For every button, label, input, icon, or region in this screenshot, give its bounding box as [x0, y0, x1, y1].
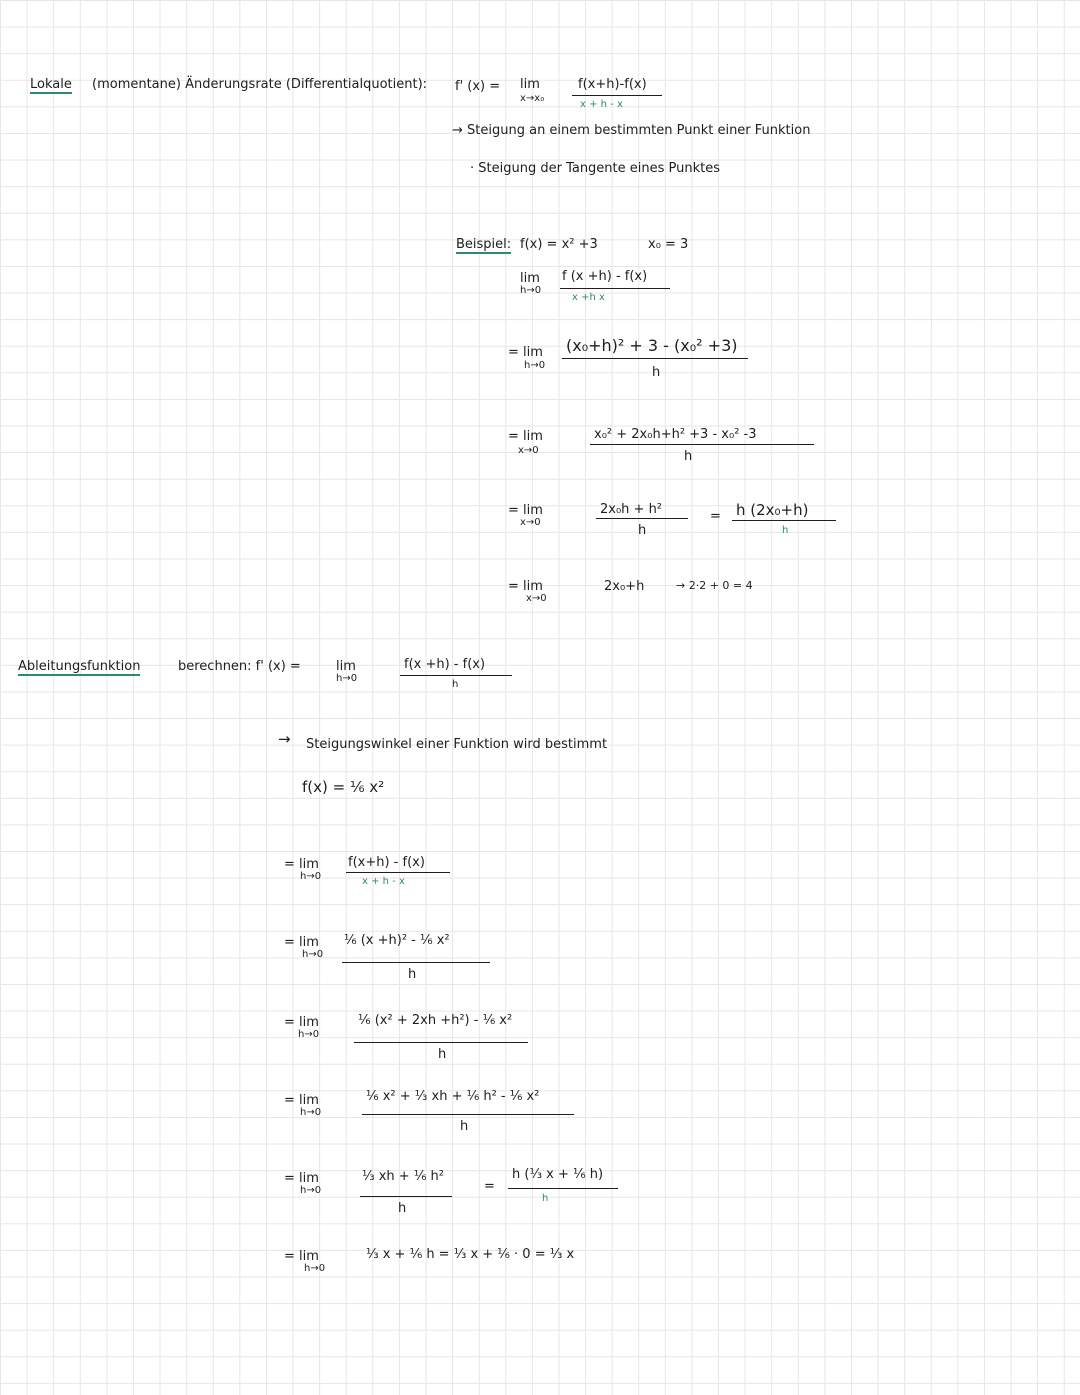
example-function: f(x) = x² +3 [520, 237, 598, 252]
example-step2-sub: h→0 [524, 360, 546, 371]
example-step2-den: h [652, 365, 661, 380]
example-label: Beispiel: [456, 237, 512, 252]
example-step4-sub: x→0 [520, 517, 541, 528]
section2-step5-num: ⅓ xh + ⅙ h² [362, 1169, 445, 1184]
example-step4-eq: = [710, 509, 721, 524]
section2-function: f(x) = ⅙ x² [302, 778, 385, 796]
section1-heading: Lokale [30, 77, 72, 92]
section2-step5-sub: h→0 [300, 1185, 322, 1196]
section2-step1-prefix: = lim [284, 857, 319, 872]
section2-arrow: → [278, 730, 291, 748]
section2-step3-prefix: = lim [284, 1015, 319, 1030]
section2-denominator: h [452, 679, 459, 690]
example-step5-sub: x→0 [526, 593, 547, 604]
section2-fraction-bar [400, 675, 512, 676]
section1-fraction-bar [572, 95, 662, 96]
section1-lim: lim [520, 77, 540, 92]
section2-lim: lim [336, 659, 356, 674]
section2-step1-den: x + h - x [362, 876, 405, 887]
section2-step4-sub: h→0 [300, 1107, 322, 1118]
section2-step5-prefix: = lim [284, 1171, 319, 1186]
section2-step6-prefix: = lim [284, 1249, 319, 1264]
example-step3-bar [590, 444, 814, 445]
example-step4-prefix: = lim [508, 503, 543, 518]
example-step4-num: 2x₀h + h² [600, 502, 663, 517]
example-step3-num: x₀² + 2x₀h+h² +3 - x₀² -3 [594, 427, 757, 442]
section2-step2-num: ⅙ (x +h)² - ⅙ x² [344, 933, 450, 948]
example-step4-den2: h [782, 525, 789, 536]
section2-step2-bar [342, 962, 490, 963]
section2-lim-sub: h→0 [336, 673, 358, 684]
section2-step2-den: h [408, 967, 417, 982]
example-step5-expr: 2x₀+h [604, 579, 645, 594]
section2-step5-bar [360, 1196, 452, 1197]
example-x0: x₀ = 3 [648, 237, 689, 252]
section2-step1-sub: h→0 [300, 871, 322, 882]
section2-heading-rest: berechnen: f' (x) = [178, 659, 301, 674]
section1-formula-lhs: f' (x) = [455, 79, 501, 94]
example-step5-prefix: = lim [508, 579, 543, 594]
section1-numerator: f(x+h)-f(x) [578, 77, 647, 92]
example-step4-num2: h (2x₀+h) [736, 501, 809, 519]
example-step1-num: f (x +h) - f(x) [562, 269, 648, 284]
example-step4-den: h [638, 523, 647, 538]
example-step4-bar2 [732, 520, 836, 521]
section2-step6-expr: ⅓ x + ⅙ h = ⅓ x + ⅙ · 0 = ⅓ x [366, 1247, 575, 1262]
section1-denominator: x + h - x [580, 99, 623, 110]
section1-note1: → Steigung an einem bestimmten Punkt einer Funktion [452, 123, 811, 138]
example-step3-prefix: = lim [508, 429, 543, 444]
section2-numerator: f(x +h) - f(x) [404, 657, 486, 672]
example-step3-sub: x→0 [518, 445, 539, 456]
example-step3-den: h [684, 449, 693, 464]
section2-step5-den: h [398, 1201, 407, 1216]
section2-heading: Ableitungsfunktion [18, 659, 141, 674]
section2-step4-bar [362, 1114, 574, 1115]
example-step2-num: (x₀+h)² + 3 - (x₀² +3) [566, 336, 738, 355]
section1-heading-rest: (momentane) Änderungsrate (Differentialquotient): [92, 77, 428, 92]
example-step1-den: x +h x [572, 292, 605, 303]
example-step4-bar [596, 518, 688, 519]
example-step1-bar [560, 288, 670, 289]
section2-step4-prefix: = lim [284, 1093, 319, 1108]
section2-step1-bar [346, 872, 450, 873]
section2-step4-den: h [460, 1119, 469, 1134]
section2-step1-num: f(x+h) - f(x) [348, 855, 425, 870]
section2-step3-sub: h→0 [298, 1029, 320, 1040]
example-step2-bar [562, 358, 748, 359]
example-step2-prefix: = lim [508, 345, 543, 360]
example-step5-result: → 2·2 + 0 = 4 [676, 579, 753, 592]
section2-step5-bar2 [508, 1188, 618, 1189]
section2-step5-num2: h (⅓ x + ⅙ h) [512, 1167, 604, 1182]
example-step1-sub: h→0 [520, 285, 542, 296]
section2-step3-bar [354, 1042, 528, 1043]
section2-note: Steigungswinkel einer Funktion wird bestimmt [306, 737, 608, 752]
section2-step6-sub: h→0 [304, 1263, 326, 1274]
section2-step4-num: ⅙ x² + ⅓ xh + ⅙ h² - ⅙ x² [366, 1089, 540, 1104]
section2-step2-sub: h→0 [302, 949, 324, 960]
section1-note2: · Steigung der Tangente eines Punktes [470, 161, 721, 176]
section1-lim-sub: x→x₀ [520, 93, 545, 104]
section2-step5-eq: = [484, 1179, 495, 1194]
section2-step3-num: ⅙ (x² + 2xh +h²) - ⅙ x² [358, 1013, 513, 1028]
section2-step2-prefix: = lim [284, 935, 319, 950]
section2-step5-den2: h [542, 1193, 549, 1204]
section2-step3-den: h [438, 1047, 447, 1062]
example-step1-lim: lim [520, 271, 540, 286]
